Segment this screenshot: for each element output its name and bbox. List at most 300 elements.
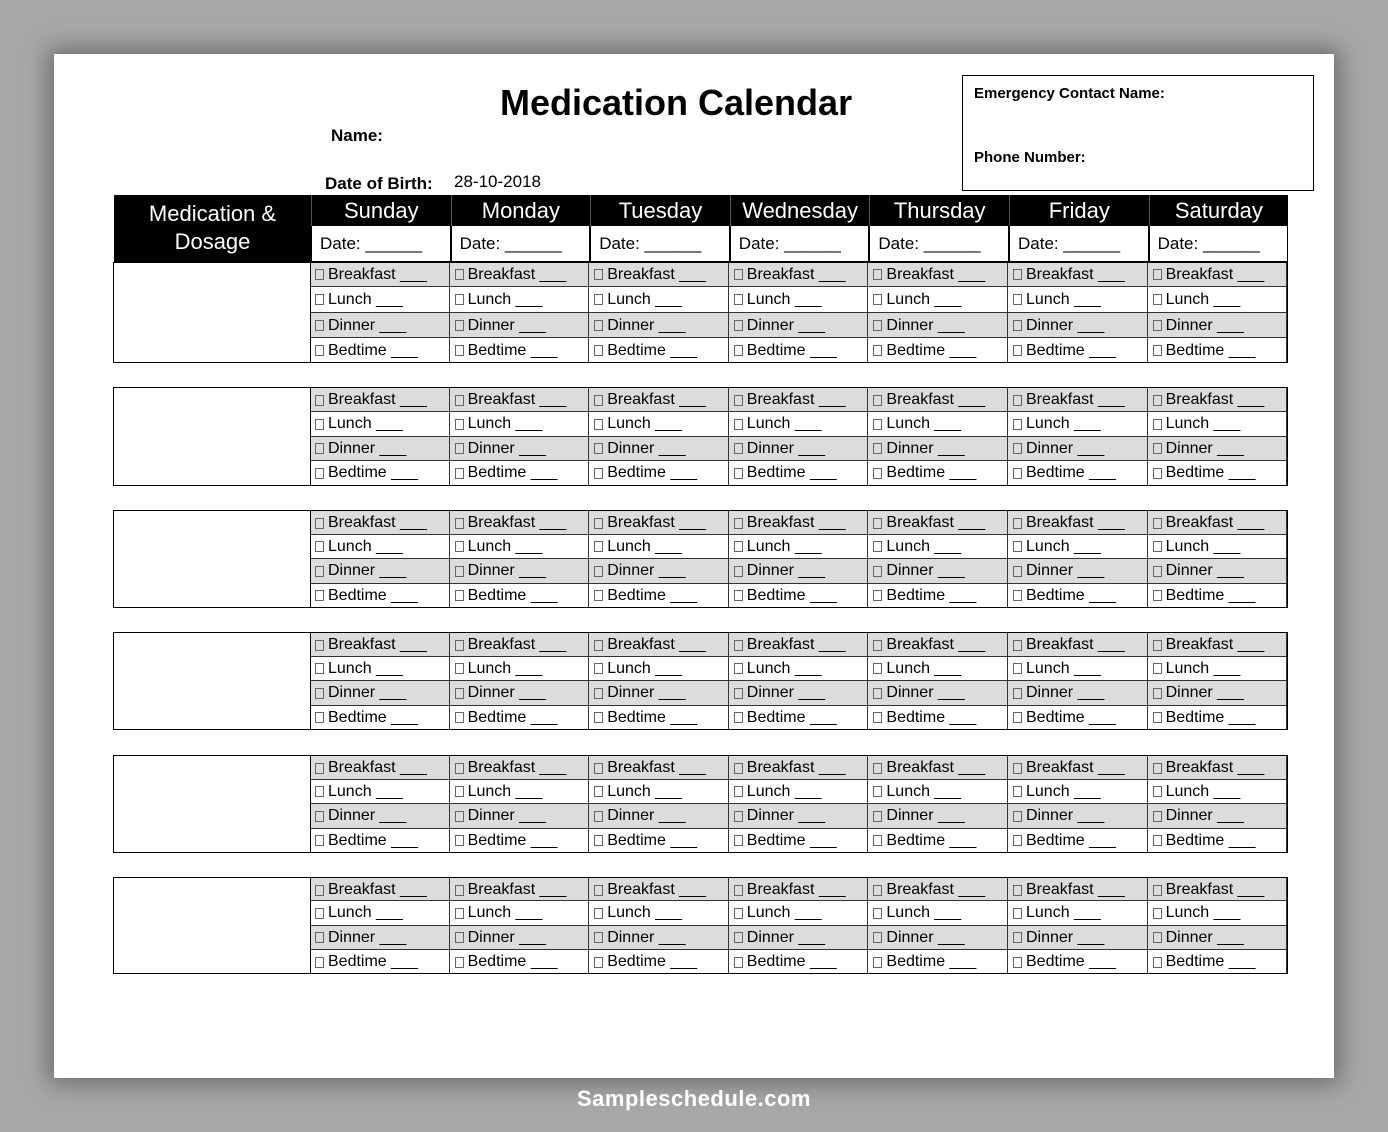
checkbox-icon[interactable]: [594, 468, 603, 479]
checkbox-icon[interactable]: [455, 957, 464, 968]
checkbox-icon[interactable]: [455, 518, 464, 529]
checkbox-icon[interactable]: [455, 590, 464, 601]
dose-slot-breakfast[interactable]: [868, 877, 1008, 901]
checkbox-icon[interactable]: [315, 786, 324, 797]
dose-slot-lunch[interactable]: [868, 780, 1008, 805]
checkbox-icon[interactable]: [594, 763, 603, 774]
checkbox-icon[interactable]: [1153, 908, 1162, 919]
checkbox-icon[interactable]: [315, 541, 324, 552]
checkbox-icon[interactable]: [1013, 395, 1022, 406]
dose-slot-dinner[interactable]: [729, 559, 869, 584]
date-field-thursday[interactable]: Date: ______: [869, 226, 1009, 262]
dose-slot-dinner[interactable]: [868, 559, 1008, 584]
checkbox-icon[interactable]: [1013, 590, 1022, 601]
checkbox-icon[interactable]: [315, 885, 324, 896]
checkbox-icon[interactable]: [1013, 294, 1022, 305]
checkbox-icon[interactable]: [455, 712, 464, 723]
dose-slot-dinner[interactable]: [1008, 681, 1148, 706]
checkbox-icon[interactable]: [734, 663, 743, 674]
checkbox-icon[interactable]: [455, 395, 464, 406]
dose-slot-breakfast[interactable]: [450, 755, 590, 780]
dose-slot-bedtime[interactable]: [1148, 584, 1288, 609]
checkbox-icon[interactable]: [315, 957, 324, 968]
checkbox-icon[interactable]: [1153, 763, 1162, 774]
dose-slot-lunch[interactable]: [1008, 657, 1148, 682]
checkbox-icon[interactable]: [315, 269, 324, 280]
checkbox-icon[interactable]: [1153, 419, 1162, 430]
dose-slot-lunch[interactable]: [310, 901, 450, 925]
checkbox-icon[interactable]: [734, 419, 743, 430]
checkbox-icon[interactable]: [1153, 811, 1162, 822]
checkbox-icon[interactable]: [1153, 345, 1162, 356]
dose-slot-dinner[interactable]: [589, 681, 729, 706]
dose-slot-dinner[interactable]: [310, 681, 450, 706]
checkbox-icon[interactable]: [1153, 590, 1162, 601]
dose-slot-breakfast[interactable]: [450, 632, 590, 657]
dose-slot-dinner[interactable]: [450, 437, 590, 462]
dose-slot-breakfast[interactable]: [310, 755, 450, 780]
dose-slot-dinner[interactable]: [450, 804, 590, 829]
checkbox-icon[interactable]: [594, 811, 603, 822]
checkbox-icon[interactable]: [594, 518, 603, 529]
checkbox-icon[interactable]: [1013, 663, 1022, 674]
dose-slot-breakfast[interactable]: [729, 877, 869, 901]
dose-slot-bedtime[interactable]: [450, 338, 590, 363]
date-field-monday[interactable]: Date: ______: [451, 226, 591, 262]
checkbox-icon[interactable]: [455, 468, 464, 479]
dose-slot-breakfast[interactable]: [450, 877, 590, 901]
dose-slot-dinner[interactable]: [868, 437, 1008, 462]
checkbox-icon[interactable]: [315, 640, 324, 651]
checkbox-icon[interactable]: [1153, 885, 1162, 896]
dose-slot-breakfast[interactable]: [589, 877, 729, 901]
checkbox-icon[interactable]: [315, 932, 324, 943]
dose-slot-dinner[interactable]: [589, 804, 729, 829]
checkbox-icon[interactable]: [455, 688, 464, 699]
checkbox-icon[interactable]: [1153, 932, 1162, 943]
dose-slot-breakfast[interactable]: [1008, 755, 1148, 780]
dose-slot-bedtime[interactable]: [450, 461, 590, 486]
checkbox-icon[interactable]: [734, 640, 743, 651]
checkbox-icon[interactable]: [734, 957, 743, 968]
checkbox-icon[interactable]: [873, 763, 882, 774]
checkbox-icon[interactable]: [594, 932, 603, 943]
dose-slot-lunch[interactable]: [1148, 287, 1288, 312]
checkbox-icon[interactable]: [873, 294, 882, 305]
dose-slot-bedtime[interactable]: [1148, 338, 1288, 363]
medication-dosage-cell[interactable]: [113, 387, 311, 486]
checkbox-icon[interactable]: [873, 932, 882, 943]
dose-slot-dinner[interactable]: [1008, 804, 1148, 829]
checkbox-icon[interactable]: [1013, 885, 1022, 896]
dose-slot-lunch[interactable]: [729, 901, 869, 925]
dose-slot-bedtime[interactable]: [310, 829, 450, 854]
dose-slot-bedtime[interactable]: [1148, 461, 1288, 486]
checkbox-icon[interactable]: [1013, 566, 1022, 577]
dose-slot-dinner[interactable]: [589, 437, 729, 462]
dose-slot-dinner[interactable]: [1008, 559, 1148, 584]
checkbox-icon[interactable]: [873, 590, 882, 601]
dose-slot-breakfast[interactable]: [310, 877, 450, 901]
dose-slot-dinner[interactable]: [868, 681, 1008, 706]
checkbox-icon[interactable]: [873, 835, 882, 846]
checkbox-icon[interactable]: [734, 395, 743, 406]
dose-slot-lunch[interactable]: [450, 657, 590, 682]
medication-dosage-cell[interactable]: [113, 877, 311, 974]
checkbox-icon[interactable]: [1153, 269, 1162, 280]
dose-slot-breakfast[interactable]: [589, 632, 729, 657]
dose-slot-breakfast[interactable]: [868, 755, 1008, 780]
dose-slot-bedtime[interactable]: [589, 950, 729, 974]
dose-slot-dinner[interactable]: [589, 926, 729, 950]
checkbox-icon[interactable]: [1013, 468, 1022, 479]
dose-slot-dinner[interactable]: [729, 437, 869, 462]
checkbox-icon[interactable]: [455, 345, 464, 356]
checkbox-icon[interactable]: [455, 908, 464, 919]
checkbox-icon[interactable]: [1013, 640, 1022, 651]
dose-slot-breakfast[interactable]: [1008, 510, 1148, 535]
checkbox-icon[interactable]: [873, 957, 882, 968]
dose-slot-lunch[interactable]: [1008, 287, 1148, 312]
checkbox-icon[interactable]: [873, 345, 882, 356]
checkbox-icon[interactable]: [734, 541, 743, 552]
dose-slot-dinner[interactable]: [310, 926, 450, 950]
dose-slot-lunch[interactable]: [1008, 412, 1148, 437]
checkbox-icon[interactable]: [594, 885, 603, 896]
date-field-friday[interactable]: Date: ______: [1009, 226, 1149, 262]
checkbox-icon[interactable]: [734, 269, 743, 280]
dose-slot-lunch[interactable]: [1148, 780, 1288, 805]
dose-slot-dinner[interactable]: [450, 681, 590, 706]
checkbox-icon[interactable]: [1153, 541, 1162, 552]
dose-slot-breakfast[interactable]: [868, 262, 1008, 287]
checkbox-icon[interactable]: [1013, 835, 1022, 846]
checkbox-icon[interactable]: [873, 518, 882, 529]
dose-slot-lunch[interactable]: [729, 287, 869, 312]
checkbox-icon[interactable]: [734, 468, 743, 479]
dose-slot-dinner[interactable]: [589, 313, 729, 338]
checkbox-icon[interactable]: [1153, 663, 1162, 674]
dose-slot-dinner[interactable]: [1008, 313, 1148, 338]
dose-slot-lunch[interactable]: [589, 535, 729, 560]
dose-slot-lunch[interactable]: [589, 287, 729, 312]
checkbox-icon[interactable]: [455, 419, 464, 430]
checkbox-icon[interactable]: [1153, 518, 1162, 529]
dose-slot-dinner[interactable]: [1148, 804, 1288, 829]
checkbox-icon[interactable]: [873, 786, 882, 797]
checkbox-icon[interactable]: [455, 443, 464, 454]
dose-slot-bedtime[interactable]: [868, 584, 1008, 609]
checkbox-icon[interactable]: [873, 712, 882, 723]
dose-slot-dinner[interactable]: [729, 926, 869, 950]
dose-slot-bedtime[interactable]: [310, 461, 450, 486]
checkbox-icon[interactable]: [734, 443, 743, 454]
dose-slot-lunch[interactable]: [1008, 901, 1148, 925]
medication-dosage-cell[interactable]: [113, 755, 311, 853]
checkbox-icon[interactable]: [1153, 395, 1162, 406]
checkbox-icon[interactable]: [1153, 640, 1162, 651]
dose-slot-breakfast[interactable]: [450, 387, 590, 412]
dose-slot-lunch[interactable]: [589, 657, 729, 682]
checkbox-icon[interactable]: [594, 395, 603, 406]
checkbox-icon[interactable]: [1153, 443, 1162, 454]
checkbox-icon[interactable]: [315, 345, 324, 356]
dose-slot-breakfast[interactable]: [589, 510, 729, 535]
dose-slot-lunch[interactable]: [589, 412, 729, 437]
checkbox-icon[interactable]: [315, 663, 324, 674]
checkbox-icon[interactable]: [315, 443, 324, 454]
dose-slot-lunch[interactable]: [310, 657, 450, 682]
dose-slot-breakfast[interactable]: [310, 510, 450, 535]
dose-slot-bedtime[interactable]: [729, 950, 869, 974]
checkbox-icon[interactable]: [1013, 541, 1022, 552]
dose-slot-lunch[interactable]: [868, 657, 1008, 682]
dose-slot-breakfast[interactable]: [729, 632, 869, 657]
dose-slot-bedtime[interactable]: [589, 706, 729, 731]
checkbox-icon[interactable]: [873, 688, 882, 699]
dose-slot-breakfast[interactable]: [1008, 632, 1148, 657]
dose-slot-dinner[interactable]: [450, 313, 590, 338]
checkbox-icon[interactable]: [594, 688, 603, 699]
checkbox-icon[interactable]: [315, 811, 324, 822]
dose-slot-dinner[interactable]: [450, 559, 590, 584]
dose-slot-lunch[interactable]: [1148, 412, 1288, 437]
dose-slot-bedtime[interactable]: [1008, 584, 1148, 609]
dose-slot-dinner[interactable]: [310, 437, 450, 462]
dose-slot-dinner[interactable]: [1148, 437, 1288, 462]
checkbox-icon[interactable]: [873, 566, 882, 577]
checkbox-icon[interactable]: [873, 908, 882, 919]
dose-slot-lunch[interactable]: [450, 535, 590, 560]
dose-slot-bedtime[interactable]: [868, 706, 1008, 731]
dose-slot-breakfast[interactable]: [729, 262, 869, 287]
dose-slot-bedtime[interactable]: [589, 584, 729, 609]
dose-slot-bedtime[interactable]: [729, 829, 869, 854]
date-field-sunday[interactable]: Date: ______: [311, 226, 451, 262]
dose-slot-bedtime[interactable]: [1148, 829, 1288, 854]
date-of-birth-value[interactable]: 28-10-2018: [454, 172, 541, 191]
dose-slot-dinner[interactable]: [310, 313, 450, 338]
dose-slot-dinner[interactable]: [868, 313, 1008, 338]
dose-slot-lunch[interactable]: [1148, 657, 1288, 682]
dose-slot-lunch[interactable]: [868, 901, 1008, 925]
checkbox-icon[interactable]: [315, 835, 324, 846]
dose-slot-breakfast[interactable]: [868, 510, 1008, 535]
dose-slot-bedtime[interactable]: [310, 584, 450, 609]
checkbox-icon[interactable]: [1013, 932, 1022, 943]
checkbox-icon[interactable]: [873, 885, 882, 896]
checkbox-icon[interactable]: [734, 590, 743, 601]
checkbox-icon[interactable]: [873, 320, 882, 331]
dose-slot-lunch[interactable]: [589, 901, 729, 925]
checkbox-icon[interactable]: [455, 320, 464, 331]
checkbox-icon[interactable]: [734, 908, 743, 919]
dose-slot-dinner[interactable]: [729, 681, 869, 706]
checkbox-icon[interactable]: [594, 269, 603, 280]
dose-slot-lunch[interactable]: [450, 901, 590, 925]
checkbox-icon[interactable]: [315, 468, 324, 479]
checkbox-icon[interactable]: [315, 566, 324, 577]
checkbox-icon[interactable]: [594, 640, 603, 651]
checkbox-icon[interactable]: [734, 885, 743, 896]
checkbox-icon[interactable]: [594, 663, 603, 674]
dose-slot-breakfast[interactable]: [1008, 877, 1148, 901]
dose-slot-breakfast[interactable]: [1148, 632, 1288, 657]
checkbox-icon[interactable]: [455, 932, 464, 943]
checkbox-icon[interactable]: [734, 932, 743, 943]
dose-slot-dinner[interactable]: [729, 804, 869, 829]
dose-slot-dinner[interactable]: [1148, 559, 1288, 584]
checkbox-icon[interactable]: [455, 541, 464, 552]
checkbox-icon[interactable]: [734, 320, 743, 331]
dose-slot-bedtime[interactable]: [868, 461, 1008, 486]
dose-slot-breakfast[interactable]: [729, 387, 869, 412]
dose-slot-lunch[interactable]: [868, 287, 1008, 312]
dose-slot-lunch[interactable]: [310, 535, 450, 560]
dose-slot-lunch[interactable]: [729, 780, 869, 805]
checkbox-icon[interactable]: [455, 811, 464, 822]
dose-slot-breakfast[interactable]: [310, 387, 450, 412]
dose-slot-lunch[interactable]: [868, 412, 1008, 437]
checkbox-icon[interactable]: [873, 468, 882, 479]
checkbox-icon[interactable]: [1013, 320, 1022, 331]
dose-slot-lunch[interactable]: [1148, 535, 1288, 560]
dose-slot-bedtime[interactable]: [589, 829, 729, 854]
checkbox-icon[interactable]: [1153, 835, 1162, 846]
checkbox-icon[interactable]: [455, 835, 464, 846]
checkbox-icon[interactable]: [1013, 419, 1022, 430]
dose-slot-breakfast[interactable]: [868, 387, 1008, 412]
medication-dosage-cell[interactable]: [113, 262, 311, 363]
checkbox-icon[interactable]: [315, 908, 324, 919]
checkbox-icon[interactable]: [594, 566, 603, 577]
checkbox-icon[interactable]: [1153, 712, 1162, 723]
dose-slot-breakfast[interactable]: [310, 632, 450, 657]
date-field-tuesday[interactable]: Date: ______: [590, 226, 730, 262]
checkbox-icon[interactable]: [315, 763, 324, 774]
dose-slot-bedtime[interactable]: [1148, 950, 1288, 974]
checkbox-icon[interactable]: [594, 345, 603, 356]
dose-slot-lunch[interactable]: [450, 780, 590, 805]
checkbox-icon[interactable]: [1013, 345, 1022, 356]
dose-slot-breakfast[interactable]: [1008, 387, 1148, 412]
dose-slot-dinner[interactable]: [1148, 313, 1288, 338]
checkbox-icon[interactable]: [315, 712, 324, 723]
dose-slot-breakfast[interactable]: [1148, 755, 1288, 780]
dose-slot-bedtime[interactable]: [868, 829, 1008, 854]
checkbox-icon[interactable]: [1153, 566, 1162, 577]
dose-slot-lunch[interactable]: [729, 535, 869, 560]
dose-slot-dinner[interactable]: [450, 926, 590, 950]
dose-slot-lunch[interactable]: [589, 780, 729, 805]
dose-slot-bedtime[interactable]: [729, 461, 869, 486]
dose-slot-dinner[interactable]: [1008, 437, 1148, 462]
checkbox-icon[interactable]: [594, 908, 603, 919]
checkbox-icon[interactable]: [873, 395, 882, 406]
dose-slot-breakfast[interactable]: [1148, 387, 1288, 412]
dose-slot-dinner[interactable]: [729, 313, 869, 338]
checkbox-icon[interactable]: [873, 419, 882, 430]
dose-slot-bedtime[interactable]: [1008, 706, 1148, 731]
checkbox-icon[interactable]: [734, 294, 743, 305]
checkbox-icon[interactable]: [1153, 688, 1162, 699]
dose-slot-lunch[interactable]: [729, 412, 869, 437]
dose-slot-breakfast[interactable]: [1148, 877, 1288, 901]
checkbox-icon[interactable]: [594, 320, 603, 331]
checkbox-icon[interactable]: [594, 541, 603, 552]
checkbox-icon[interactable]: [1013, 443, 1022, 454]
checkbox-icon[interactable]: [734, 712, 743, 723]
dose-slot-lunch[interactable]: [310, 780, 450, 805]
checkbox-icon[interactable]: [594, 835, 603, 846]
dose-slot-dinner[interactable]: [1008, 926, 1148, 950]
checkbox-icon[interactable]: [1013, 811, 1022, 822]
dose-slot-bedtime[interactable]: [589, 338, 729, 363]
checkbox-icon[interactable]: [873, 663, 882, 674]
dose-slot-lunch[interactable]: [310, 287, 450, 312]
dose-slot-lunch[interactable]: [729, 657, 869, 682]
dose-slot-dinner[interactable]: [1148, 926, 1288, 950]
dose-slot-breakfast[interactable]: [589, 755, 729, 780]
checkbox-icon[interactable]: [455, 763, 464, 774]
checkbox-icon[interactable]: [873, 811, 882, 822]
checkbox-icon[interactable]: [873, 541, 882, 552]
checkbox-icon[interactable]: [1013, 786, 1022, 797]
dose-slot-lunch[interactable]: [450, 287, 590, 312]
checkbox-icon[interactable]: [315, 518, 324, 529]
checkbox-icon[interactable]: [315, 590, 324, 601]
checkbox-icon[interactable]: [594, 294, 603, 305]
checkbox-icon[interactable]: [734, 345, 743, 356]
date-field-saturday[interactable]: Date: ______: [1149, 226, 1289, 262]
date-field-wednesday[interactable]: Date: ______: [730, 226, 870, 262]
dose-slot-breakfast[interactable]: [1008, 262, 1148, 287]
checkbox-icon[interactable]: [455, 269, 464, 280]
dose-slot-bedtime[interactable]: [1008, 829, 1148, 854]
dose-slot-lunch[interactable]: [450, 412, 590, 437]
checkbox-icon[interactable]: [873, 443, 882, 454]
dose-slot-dinner[interactable]: [1148, 681, 1288, 706]
checkbox-icon[interactable]: [734, 835, 743, 846]
checkbox-icon[interactable]: [594, 419, 603, 430]
medication-dosage-cell[interactable]: [113, 510, 311, 608]
dose-slot-breakfast[interactable]: [310, 262, 450, 287]
dose-slot-bedtime[interactable]: [729, 338, 869, 363]
dose-slot-bedtime[interactable]: [589, 461, 729, 486]
checkbox-icon[interactable]: [594, 590, 603, 601]
checkbox-icon[interactable]: [315, 395, 324, 406]
dose-slot-bedtime[interactable]: [450, 584, 590, 609]
checkbox-icon[interactable]: [1153, 320, 1162, 331]
dose-slot-bedtime[interactable]: [310, 706, 450, 731]
dose-slot-lunch[interactable]: [310, 412, 450, 437]
checkbox-icon[interactable]: [734, 566, 743, 577]
checkbox-icon[interactable]: [734, 518, 743, 529]
dose-slot-breakfast[interactable]: [1148, 262, 1288, 287]
checkbox-icon[interactable]: [455, 640, 464, 651]
checkbox-icon[interactable]: [315, 320, 324, 331]
dose-slot-bedtime[interactable]: [1008, 461, 1148, 486]
checkbox-icon[interactable]: [1153, 957, 1162, 968]
checkbox-icon[interactable]: [315, 294, 324, 305]
dose-slot-bedtime[interactable]: [1008, 950, 1148, 974]
dose-slot-dinner[interactable]: [310, 559, 450, 584]
dose-slot-bedtime[interactable]: [729, 706, 869, 731]
dose-slot-lunch[interactable]: [1008, 780, 1148, 805]
dose-slot-breakfast[interactable]: [1148, 510, 1288, 535]
checkbox-icon[interactable]: [1013, 518, 1022, 529]
dose-slot-breakfast[interactable]: [450, 262, 590, 287]
